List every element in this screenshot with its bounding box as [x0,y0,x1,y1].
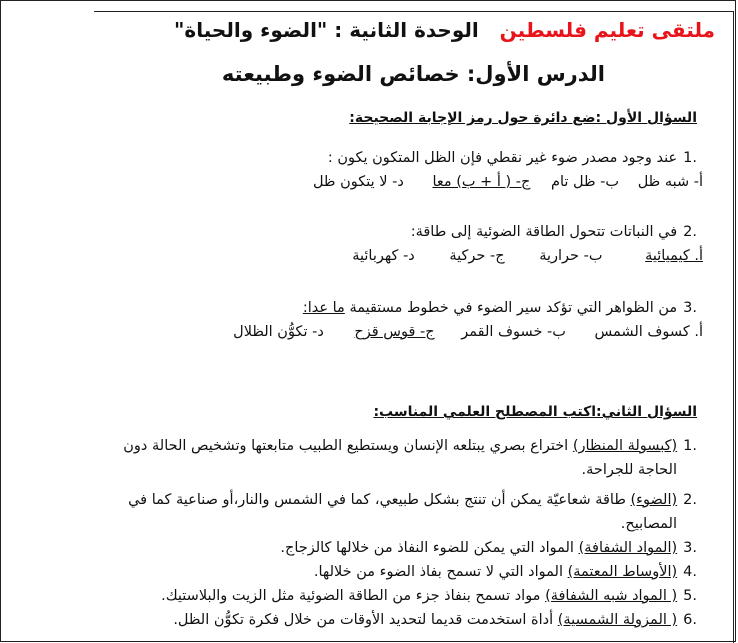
item-text: طاقة شعاعيّة يمكن أن تنتج بشكل طبيعي، كما في الشمس والنار،أو صناعية كما في [128,492,626,508]
item-term: ( المواد شبه الشفافة) [545,588,678,604]
item-number: .2 [683,492,697,508]
lesson-title: الدرس الأول: خصائص الضوء وطبيعته [221,62,605,86]
option-b[interactable]: ب- خسوف القمر [461,324,566,340]
question-text: في النباتات تتحول الطاقة الضوئية إلى طاقة: [410,224,678,240]
brand-name: ملتقى تعليم فلسطين [499,18,715,42]
question-3 [303,300,697,316]
option-a[interactable]: أ- شبه ظل [637,174,703,190]
item-text: اختراع بصري يبتلعه الإنسان ويستطيع الطبيب متابعتها وتشخيص الحالة دون [123,438,569,454]
item-text: المواد التي لا تسمح بفاذ الضوء من خلالها. [313,564,563,580]
definition-1 [123,438,697,454]
definition-4 [314,564,697,580]
option-c[interactable]: ج- ( أ + ب) معا [432,174,531,190]
option-c[interactable]: ج- حركية [449,248,505,264]
item-number: .5 [683,588,697,604]
item-term: ( المزولة الشمسية) [557,612,678,628]
item-term: (كبسولة المنظار) [572,438,678,454]
option-c-label: ج- قوس قزح [354,324,435,340]
item-number: .4 [683,564,697,580]
item-term: (الضوء) [630,492,678,508]
question-number: .1 [683,150,697,166]
item-text: المواد التي يمكن للضوء النفاذ من خلالها كالزجاج. [280,540,574,556]
section2-title: السؤال الثاني:اكتب المصطلح العلمي المناسب: [373,404,697,420]
item-number: .3 [683,540,697,556]
option-d[interactable]: د- لا يتكون ظل [312,174,404,190]
question-text: عند وجود مصدر ضوء غير نقطي فإن الظل المتكون يكون : [327,150,678,166]
question-1 [328,150,697,166]
question-3-options [233,324,703,340]
option-a[interactable]: أ. كيميائية [645,248,703,264]
definition-6 [173,612,697,628]
option-b[interactable]: ب- حرارية [539,248,603,264]
section1-title: السؤال الأول :ضع دائرة حول رمز الإجابة الصحيحة: [349,110,697,126]
question-text-emphasis: ما عدا: [302,300,345,316]
definition-5 [161,588,697,604]
item-term: (الأوساط المعتمة) [567,564,678,580]
worksheet-frame [94,11,734,643]
item-number: .1 [683,438,697,454]
page-header [174,18,715,42]
question-number: .3 [683,300,697,316]
question-number: .2 [683,224,697,240]
unit-title: الوحدة الثانية : "الضوء والحياة" [174,18,479,42]
option-d[interactable]: د- كهربائية [352,248,415,264]
question-1-options [313,174,703,190]
item-term: (المواد الشفافة) [578,540,678,556]
option-a[interactable]: أ. كسوف الشمس [594,324,703,340]
definition-2 [128,492,697,508]
option-b[interactable]: ب- ظل تام [551,174,620,190]
definition-3 [280,540,697,556]
question-2-options [352,248,703,264]
item-text: أداة استخدمت قديما لتحديد الأوقات من خلال فكرة تكوُّن الظل. [173,612,554,628]
option-d[interactable]: د- تكوُّن الظلال [233,324,324,340]
question-text: من الظواهر التي تؤكد سير الضوء في خطوط مستقيمة [349,300,678,316]
item-text: مواد تسمح بنفاذ جزء من الطاقة الضوئية مثل الزيت والبلاستيك. [161,588,541,604]
item-number: .6 [683,612,697,628]
question-2 [411,224,697,240]
definition-2-cont: المصابيح. [620,516,677,532]
definition-1-cont: الحاجة للجراحة. [581,462,677,478]
option-c[interactable] [354,324,434,340]
